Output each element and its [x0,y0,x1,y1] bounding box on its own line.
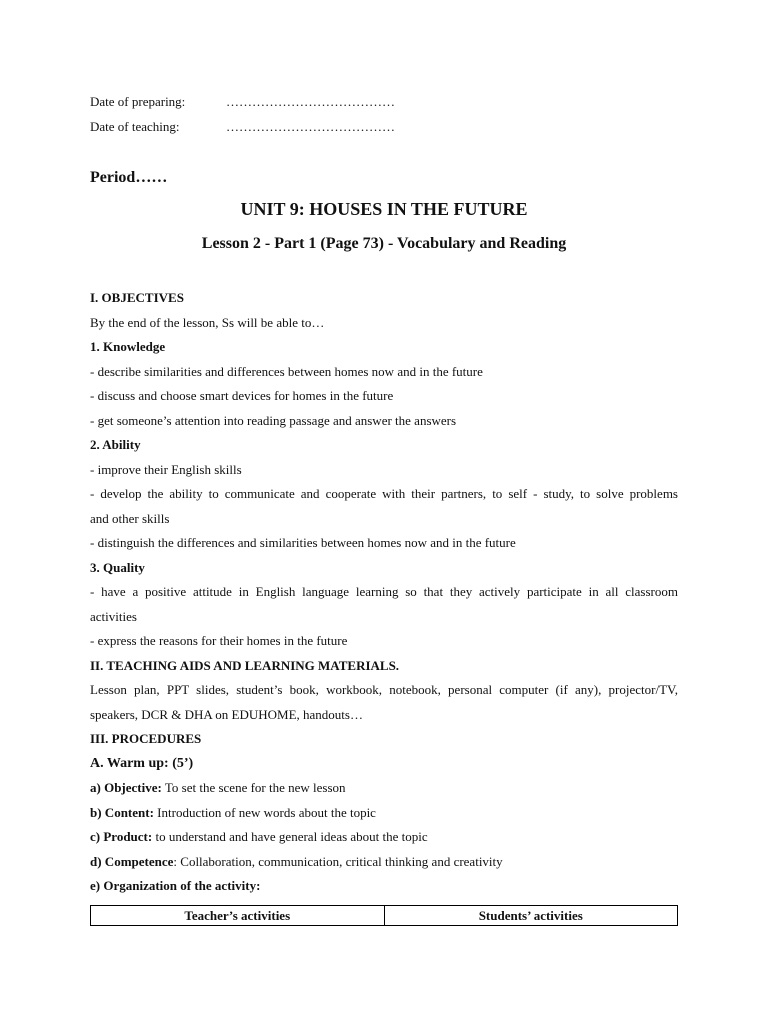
period-label: Period…… [90,169,168,186]
date-of-preparing-label: Date of preparing: [90,94,186,109]
content-line [90,801,678,826]
date-of-teaching-label: Date of teaching: [90,119,180,134]
objective-label: a) Objective: [90,780,162,795]
organization-heading: e) Organization of the activity: [90,878,261,893]
product-label: c) Product: [90,829,153,844]
date-of-teaching-row [90,119,395,135]
warmup-heading: A. Warm up: (5’) [90,755,194,771]
date-of-preparing-value: ………………………………… [226,94,395,109]
competence-text: : Collaboration, communication, critical thinking and creativity [173,853,503,869]
objectives-heading: I. OBJECTIVES [90,290,184,305]
knowledge-item: - describe similarities and differences between homes now and in the future [90,363,483,379]
date-of-teaching-value: ………………………………… [226,119,395,134]
product-text: to understand and have general ideas about the topic [152,829,428,844]
activity-table [90,905,678,926]
lesson-title: Lesson 2 - Part 1 (Page 73) - Vocabulary and Reading [201,235,567,252]
lesson-body [90,286,678,899]
quality-item: activities [90,608,137,624]
quality-item: - express the reasons for their homes in the future [90,633,348,648]
ability-item: - distinguish the differences and similarities between homes now and in the future [90,535,516,550]
procedures-heading: III. PROCEDURES [90,731,202,746]
teaching-aids-heading: II. TEACHING AIDS AND LEARNING MATERIALS. [90,657,400,673]
objective-line [90,776,678,801]
quality-item: - have a positive attitude in English language learning so that they actively participate in all classroom [90,584,678,599]
ability-item: and other skills [90,510,170,526]
teaching-aids-line: Lesson plan, PPT slides, student’s book, workbook, notebook, personal computer (if any), projector/TV, [90,682,678,697]
product-line [90,825,678,850]
objective-text: To set the scene for the new lesson [161,780,346,795]
students-activities-header: Students’ activities [384,906,678,926]
competence-label: d) Competence [90,853,174,869]
knowledge-item: - get someone’s attention into reading passage and answer the answers [90,412,457,428]
unit-title: UNIT 9: HOUSES IN THE FUTURE [240,199,528,219]
content-label: b) Content: [90,804,154,820]
ability-item: - improve their English skills [90,461,242,477]
competence-line [90,850,678,875]
ability-item: - develop the ability to communicate and cooperate with their partners, to self - study, to solve problems [90,486,678,501]
date-of-preparing-row [90,94,395,110]
quality-heading: 3. Quality [90,559,145,575]
teaching-aids-line: speakers, DCR & DHA on EDUHOME, handouts… [90,706,363,722]
activity-table-header-row [91,906,678,926]
teachers-activities-header: Teacher’s activities [91,906,385,926]
knowledge-item: - discuss and choose smart devices for homes in the future [90,388,394,403]
content-text: Introduction of new words about the topic [153,804,376,820]
ability-heading: 2. Ability [90,437,141,452]
knowledge-heading: 1. Knowledge [90,339,166,354]
objectives-intro: By the end of the lesson, Ss will be able to… [90,314,325,330]
